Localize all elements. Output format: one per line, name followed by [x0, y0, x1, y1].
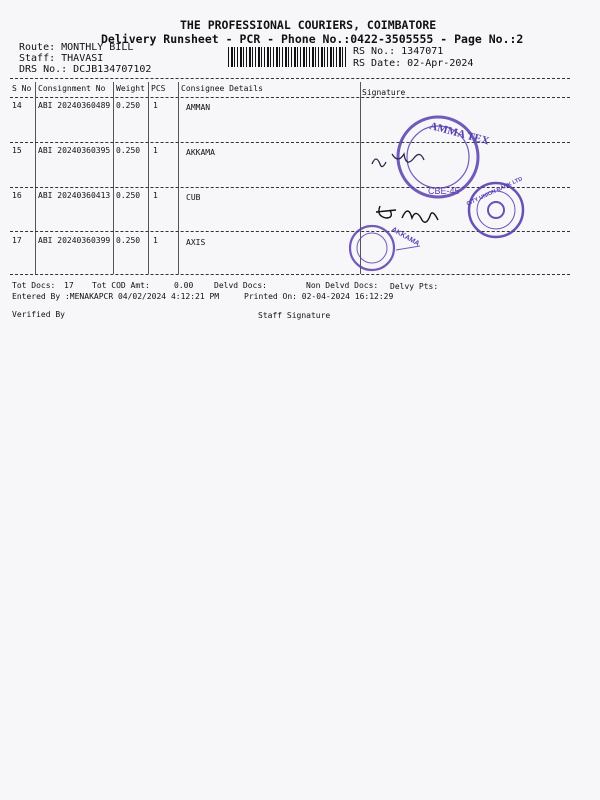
table-row-consignment: ABI 20240360395	[38, 146, 111, 155]
tot-docs-label: Tot Docs:	[12, 281, 56, 290]
table-row-sno: 14	[12, 101, 22, 110]
rs-date: RS Date: 02-Apr-2024	[353, 58, 474, 69]
staff-signature-label: Staff Signature	[258, 311, 331, 320]
amma-tex-stamp-text: AMMA TEX	[428, 120, 491, 148]
col-divider-1	[35, 82, 36, 274]
table-row-weight: 0.250	[116, 101, 141, 110]
entered-by: Entered By :MENAKAPCR 04/02/2024 4:12:21 PM	[12, 292, 220, 301]
staff-label: Staff: THAVASI	[19, 53, 104, 64]
table-row-weight: 0.250	[116, 191, 141, 200]
company-title: THE PROFESSIONAL COURIERS, COIMBATORE	[180, 18, 437, 32]
table-top-rule	[10, 78, 570, 79]
table-row-sno: 17	[12, 236, 22, 245]
delvd-docs-label: Delvd Docs:	[214, 281, 267, 290]
table-row-sno: 16	[12, 191, 22, 200]
route-label: Route: MONTHLY BILL	[19, 42, 134, 53]
col-header-consignee: Consignee Details	[181, 84, 263, 93]
table-row-consignee: AKKAMA	[186, 148, 215, 157]
table-row-consignee: AXIS	[186, 238, 206, 247]
table-row-weight: 0.250	[116, 146, 141, 155]
col-header-consignment: Consignment No	[38, 84, 106, 93]
table-row-pcs: 1	[153, 146, 158, 155]
table-row-pcs: 1	[153, 236, 158, 245]
akkama-stamp-text: AKKAMA	[390, 226, 421, 248]
non-delvd-docs-label: Non Delvd Docs:	[306, 281, 379, 290]
rs-number: RS No.: 1347071	[353, 46, 444, 57]
table-row-pcs: 1	[153, 101, 158, 110]
table-row-sno: 15	[12, 146, 22, 155]
table-row-consignment: ABI 20240360413	[38, 191, 111, 200]
signature-row-16	[372, 198, 452, 226]
table-bottom-rule	[10, 274, 570, 275]
amma-tex-stamp-code: CBE-45	[428, 186, 460, 196]
col-divider-3	[148, 82, 149, 274]
col-header-signature: Signature	[362, 88, 406, 97]
col-header-pcs: PCS	[151, 84, 166, 93]
signature-row-15	[368, 146, 438, 176]
col-header-sno: S No	[12, 84, 32, 93]
table-row-weight: 0.250	[116, 236, 141, 245]
table-row-consignment: ABI 20240360399	[38, 236, 111, 245]
table-row-consignee: CUB	[186, 193, 201, 202]
tot-docs-value: 17	[64, 281, 74, 290]
tot-cod-value: 0.00	[174, 281, 194, 290]
drs-number: DRS No.: DCJB134707102	[19, 64, 152, 75]
col-header-weight: Weight	[116, 84, 145, 93]
akkama-stamp	[346, 218, 422, 282]
verified-by-label: Verified By	[12, 310, 65, 319]
city-union-bank-stamp	[458, 176, 534, 240]
table-row-consignee: AMMAN	[186, 103, 211, 112]
barcode	[228, 47, 346, 67]
delvy-pts-label: Delvy Pts:	[390, 282, 439, 291]
table-row-consignment: ABI 20240360489	[38, 101, 111, 110]
col-divider-2	[113, 82, 114, 274]
tot-cod-label: Tot COD Amt:	[92, 281, 150, 290]
table-row-pcs: 1	[153, 191, 158, 200]
col-divider-4	[178, 82, 179, 274]
header-rule	[10, 97, 570, 98]
runsheet-title: Delivery Runsheet - PCR - Phone No.:0422-3505555 - Page No.:2	[101, 32, 524, 46]
city-union-bank-stamp-text: CITY UNION BANK LTD	[465, 176, 524, 208]
printed-on: Printed On: 02-04-2024 16:12:29	[244, 292, 394, 301]
